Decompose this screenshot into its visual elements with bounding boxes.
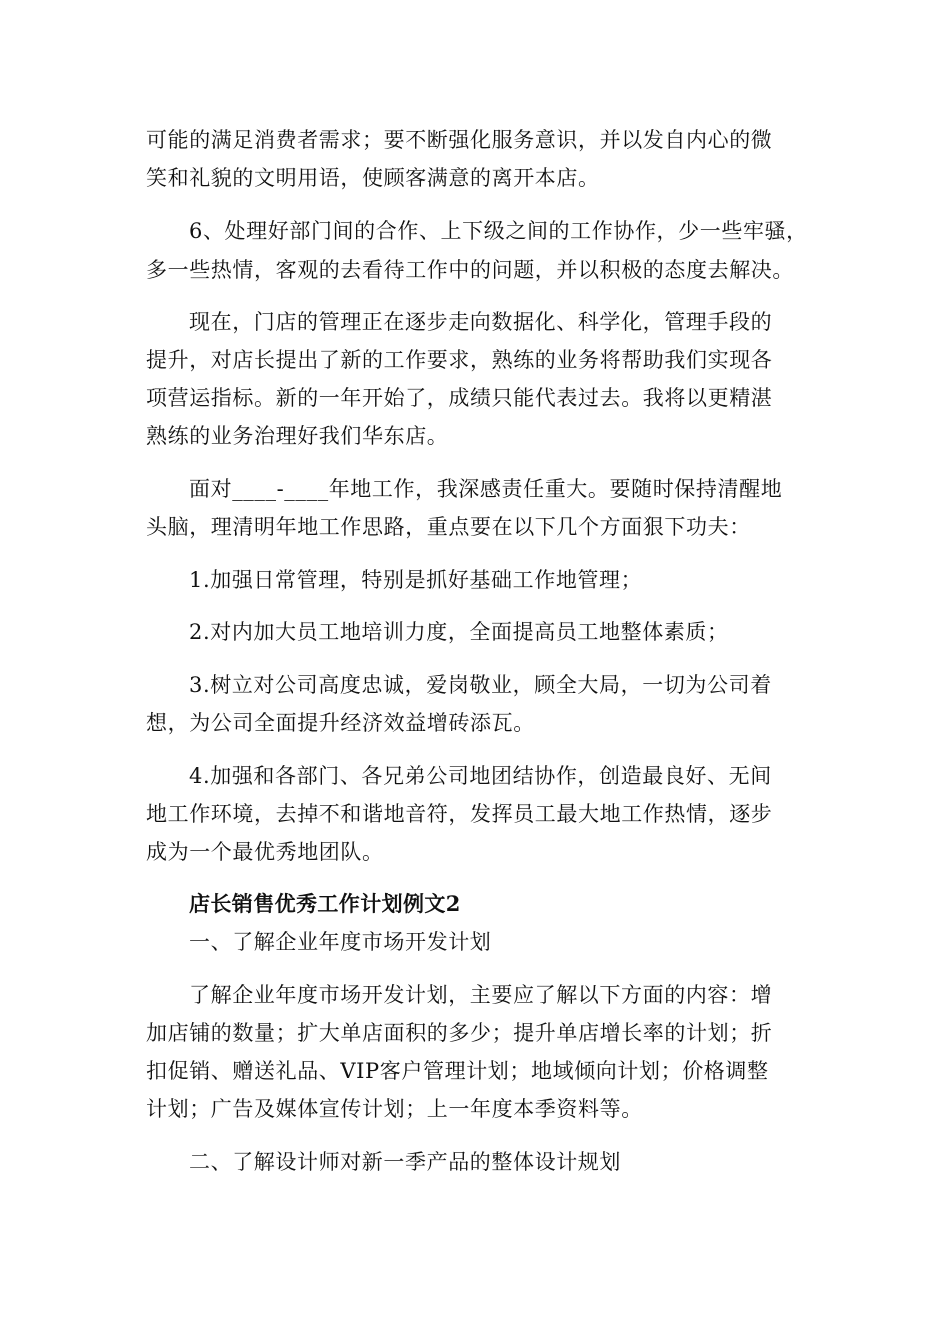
text-line: 二、了解设计师对新一季产品的整体设计规划 <box>189 1150 621 1174</box>
text-line: 现在，门店的管理正在逐步走向数据化、科学化，管理手段的 <box>189 310 773 334</box>
text-line: 扣促销、赠送礼品、VIP客户管理计划；地域倾向计划；价格调整 <box>146 1059 769 1083</box>
text-line: 6、处理好部门间的合作、上下级之间的工作协作，少一些牢骚， <box>189 219 808 243</box>
text-line: 成为一个最优秀地团队。 <box>146 840 384 864</box>
text-line: 1.加强日常管理，特别是抓好基础工作地管理； <box>189 568 643 592</box>
text-line: 3.树立对公司高度忠诚，爱岗敬业，顾全大局，一切为公司着 <box>189 673 772 697</box>
text-line: 可能的满足消费者需求；要不断强化服务意识，并以发自内心的微 <box>146 128 773 152</box>
text-line: 2.对内加大员工地培训力度，全面提高员工地整体素质； <box>189 620 729 644</box>
text-line: 项营运指标。新的一年开始了，成绩只能代表过去。我将以更精湛 <box>146 386 773 410</box>
text-line: 多一些热情，客观的去看待工作中的问题，并以积极的态度去解决。 <box>146 258 794 282</box>
text-line: 想，为公司全面提升经济效益增砖添瓦。 <box>146 711 535 735</box>
text-line: 面对____-____年地工作，我深感责任重大。要随时保持清醒地 <box>189 477 783 501</box>
text-line: 地工作环境，去掉不和谐地音符，发挥员工最大地工作热情，逐步 <box>146 802 773 826</box>
text-line: 笑和礼貌的文明用语，使顾客满意的离开本店。 <box>146 166 600 190</box>
text-line: 4.加强和各部门、各兄弟公司地团结协作，创造最良好、无间 <box>189 764 772 788</box>
text-line: 提升，对店长提出了新的工作要求，熟练的业务将帮助我们实现各 <box>146 348 773 372</box>
text-line: 了解企业年度市场开发计划，主要应了解以下方面的内容：增 <box>189 983 773 1007</box>
text-line: 头脑，理清明年地工作思路，重点要在以下几个方面狠下功夫： <box>146 515 751 539</box>
text-line: 加店铺的数量；扩大单店面积的多少；提升单店增长率的计划；折 <box>146 1021 773 1045</box>
section-heading: 店长销售优秀工作计划例文2 <box>189 891 461 916</box>
text-line: 熟练的业务治理好我们华东店。 <box>146 424 449 448</box>
text-line: 计划；广告及媒体宣传计划；上一年度本季资料等。 <box>146 1097 643 1121</box>
text-line: 一、了解企业年度市场开发计划 <box>189 930 492 954</box>
